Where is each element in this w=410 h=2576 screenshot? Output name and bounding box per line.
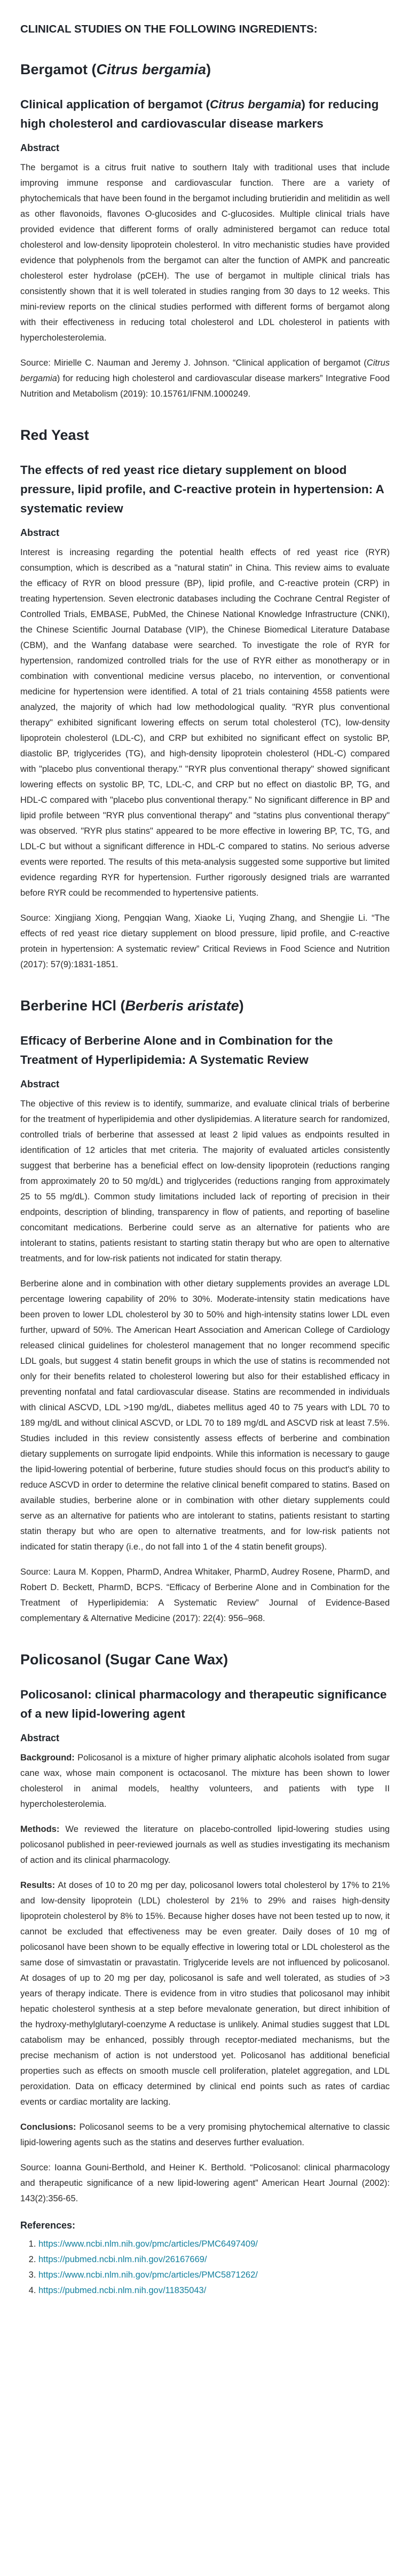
text-segment: Interest is increasing regarding the potential health effects of red yeast rice (RYR) consumption, which is described as a "natural statin" in China. This review aims to evaluate the efficacy of RYR on blood pressure (BP), lipid profile, and C-reactive protein (CRP) in treating hypertension. Seven electronic databases including the Cochrane Central Register of Controlled Trials, EMBASE, PubMed, the Chinese National Knowledge Infrastructure (CNKI), the Chinese Scientific Journal Database (VIP), the Chinese Biomedical Literature Database (CBM), and the Wanfang database were searched. To investigate the role of RYR for hypertension, randomized controlled trials for the use of RYR either as monotherapy or in combination with conventional medicine versus placebo, no intervention, or conventional medicine for hypertension were identified. A total of 21 trials containing 4558 patients were analyzed, the majority of which had low methodological quality. "RYR plus conventional therapy" exhibited significant lowering effects on serum total cholesterol (TC), low-density lipoprotein cholesterol (LDL-C), and CRP but exhibited no significant effect on systolic BP, diastolic BP, triglycerides (TG), and high-density lipoprotein cholesterol (HDL-C) compared with "placebo plus conventional therapy." "RYR plus conventional therapy" showed significant lowering effects on systolic BP, TC, LDL-C, and CRP but no effect on diastolic BP, TG, and HDL-C compared with "placebo plus conventional therapy." No significant difference in BP and lipid profile between "RYR plus conventional therapy" and "statins plus conventional therapy" was observed. "RYR plus statins" appeared to be more effective in lowering BP, TC, TG, and LDL-C but without a significant difference in HDL-C compared to statins. No serious adverse events were reported. The results of this meta-analysis suggested some supportive but limited evidence regarding RYR for hypertension. Further rigorously designed trials are warranted before RYR could be recommended to hypertensive patients. — [20, 548, 390, 898]
section-policosanol — [20, 1651, 390, 2207]
source-paragraph — [20, 911, 390, 973]
reference-link[interactable]: https://www.ncbi.nlm.nih.gov/pmc/articles/PMC6497409/ — [38, 2239, 258, 2249]
conclusions-paragraph — [20, 2120, 390, 2151]
abstract-paragraph — [20, 160, 390, 346]
text-segment: At doses of 10 to 20 mg per day, policosanol lowers total cholesterol by 17% to 21% and low-density lipoprotein (LDL) cholesterol by 21% to 29% and raises high-density lipoprotein cholesterol by 8% to 15%. Because higher doses have not been tested up to now, it cannot be excluded that effectiveness may be even greater. Daily doses of 10 mg of policosanol have been shown to be equally effective in lowering total or LDL cholesterol as the same dose of simvastatin or pravastatin. Triglyceride levels are not influenced by policosanol. At dosages of up to 20 mg per day, policosanol is safe and well tolerated, as studies of >3 years of therapy indicate. There is evidence from in vitro studies that policosanol may inhibit hepatic cholesterol synthesis at a step before mevalonate generation, but direct inhibition of the hydroxy-methylglutaryl-coenzyme A reductase is unlikely. Animal studies suggest that LDL catabolism may be enhanced, possibly through receptor-mediated mechanisms, but the precise mechanism of action is not understood yet. Policosanol has additional beneficial properties such as effects on smooth muscle cell proliferation, platelet aggregation, and LDL peroxidation. Data on efficacy determined by clinical end points such as rates of cardiac events or cardiac mortality are lacking. — [20, 1880, 390, 2107]
reference-item — [38, 2237, 390, 2252]
abstract-label: Abstract — [20, 1079, 60, 1089]
abstract-label: Abstract — [20, 1733, 60, 1743]
source-paragraph — [20, 2160, 390, 2207]
text-segment: We reviewed the literature on placebo-controlled lipid-lowering studies using policosanol published in peer-reviewed journals as well as studies investigating its mechanism of action and its clinical pharmacology. — [20, 1824, 390, 1865]
text-segment: Citrus bergamia — [20, 358, 390, 383]
source-paragraph — [20, 1564, 390, 1626]
text-segment: Berberine HCl ( — [20, 998, 125, 1014]
abstract-paragraph — [20, 545, 390, 901]
text-segment: Policosanol: clinical pharmacology and therapeutic significance of a new lipid-lowering agent — [20, 1688, 387, 1720]
sections-container — [20, 61, 390, 2207]
text-segment: The effects of red yeast rice dietary supplement on blood pressure, lipid profile, and C-reactive protein in hypertension: A systematic review — [20, 463, 384, 515]
source-paragraph — [20, 355, 390, 402]
document-title: CLINICAL STUDIES ON THE FOLLOWING INGREDIENTS: — [20, 23, 318, 35]
abstract-paragraph-2 — [20, 1276, 390, 1555]
references-heading: References: — [20, 2220, 76, 2231]
text-segment: Bergamot ( — [20, 61, 97, 77]
text-segment: Citrus bergamia — [96, 61, 207, 77]
text-segment: Policosanol (Sugar Cane Wax) — [20, 1652, 228, 1668]
text-segment: Source: Laura M. Koppen, PharmD, Andrea Whitaker, PharmD, Audrey Rosene, PharmD, and Robert D. Beckett, PharmD, BCPS. “Efficacy of Berberine Alone and in Combination for the Treatment of Hyperlipidemia: A Systematic Review” Journal of Evidence-Based complementary & Alternative Medicine (2017): 22(4): 956–968. — [20, 1567, 390, 1623]
text-segment: Berberis aristate — [125, 998, 239, 1014]
text-segment: The bergamot is a citrus fruit native to southern Italy with traditional uses that include improving immune response and cardiovascular function. There are a variety of phytochemicals that have been found in the bergamot including brutieridin and melitidin as well as other flavonoids, flavones O-glucosides and C-glucosides. Multiple clinical trials have provided evidence that different forms of orally administered bergamot can reduce total cholesterol and low-density lipoprotein cholesterol. In vitro mechanistic studies have provided evidence that polyphenols from the bergamot can alter the function of AMPK and pancreatic cholesterol ester hydrolase (pCEH). The use of bergamot in multiple clinical trials has consistently shown that it is well tolerated in studies ranging from 30 days to 12 weeks. This mini-review reports on the clinical studies performed with different forms of bergamot along with their effectiveness in reducing total cholesterol and LDL cholesterol in patients with hypercholesterolemia. — [20, 163, 390, 343]
text-segment: ) for reducing high cholesterol and cardiovascular disease markers” Integrative Food Nutrition and Metabolism (2019): 10.15761/IFNM.1000249. — [20, 374, 390, 399]
text-segment: Results: — [20, 1880, 58, 1890]
text-segment: Source: Xingjiang Xiong, Pengqian Wang, Xiaoke Li, Yuqing Zhang, and Shengjie Li. “The effects of red yeast rice dietary supplement on blood pressure, lipid profile, and C-reactive protein in hypertension: A systematic review” Critical Reviews in Food Science and Nutrition (2017): 57(9):1831-1851. — [20, 913, 390, 969]
reference-item — [38, 2252, 390, 2267]
section-berberine — [20, 997, 390, 1626]
reference-link[interactable]: https://pubmed.ncbi.nlm.nih.gov/26167669/ — [38, 2255, 207, 2264]
text-segment: Berberine alone and in combination with other dietary supplements provides an average LDL percentage lowering capability of 20% to 30%. Moderate-intensity statin medications have been proven to lower LDL cholesterol by 30 to 50% and high-intensity statins lower LDL even further, upward of 50%. The American Heart Association and American College of Cardiology released clinical guidelines for cholesterol management that no longer recommend specific LDL goals, but suggest 4 statin benefit groups in which the use of statins is recommended not only for their benefits related to cholesterol lowering but also for their established efficacy in preventing nonfatal and fatal cardiovascular disease. Statins are recommended in individuals with clinical ASCVD, LDL >190 mg/dL, diabetes mellitus aged 40 to 75 years with LDL 70 to 189 mg/dL and without clinical ASCVD, or LDL 70 to 189 mg/dL and ASCVD risk at least 7.5%. Studies included in this review consistently assess effects of berberine and combination dietary supplements on surrogate lipid endpoints. While this information is necessary to gauge the lipid-lowering potential of berberine, future studies should focus on this product's ability to reduce ASCVD in order to determine the relative clinical benefit compared to statins. Based on available studies, berberine alone or in combination with other dietary supplements could serve as an alternative for patients who are intolerant to statins, patients resistant to starting statin therapy but who are open to alternative treatments, and for low-risk patients not indicated for statin therapy (i.e., do not fall into 1 of the 4 statin benefit groups). — [20, 1279, 390, 1552]
background-paragraph — [20, 1750, 390, 1812]
text-segment: Red Yeast — [20, 427, 89, 443]
results-paragraph — [20, 1878, 390, 2110]
text-segment: Background: — [20, 1753, 78, 1763]
section-heading — [20, 426, 390, 444]
section-red-yeast — [20, 426, 390, 973]
text-segment: ) — [206, 61, 211, 77]
text-segment: Source: Mirielle C. Nauman and Jeremy J. Johnson. “Clinical application of bergamot ( — [20, 358, 367, 368]
text-segment: Policosanol seems to be a very promising phytochemical alternative to classic lipid-lowering agents such as the statins and deserves further evaluation. — [20, 2122, 390, 2147]
study-title — [20, 1031, 390, 1070]
text-segment: Methods: — [20, 1824, 66, 1834]
text-segment: The objective of this review is to identify, summarize, and evaluate clinical trials of berberine for the treatment of hyperlipidemia and other dyslipidemias. A literature search for randomized, controlled trials of berberine that assessed at least 2 lipid values as endpoints resulted in identification of 12 articles that met criteria. The majority of evaluated articles consistently suggest that berberine has a beneficial effect on low-density lipoprotein (reductions ranging from approximately 20 to 50 mg/dL) and triglycerides (reductions ranging from approximately 25 to 55 mg/dL). Common study limitations included lack of reporting of precision in their endpoints, description of blinding, transparency in flow of patients, and reporting of baseline concomitant medications. Berberine could serve as an alternative for patients who are intolerant to statins, patients resistant to starting statin therapy but who are open to alternative treatments, and for low-risk patients not indicated for statin therapy. — [20, 1099, 390, 1263]
abstract-paragraph — [20, 1096, 390, 1267]
reference-item — [38, 2283, 390, 2298]
section-bergamot — [20, 61, 390, 402]
text-segment: Conclusions: — [20, 2122, 80, 2132]
study-title — [20, 1685, 390, 1724]
study-title — [20, 461, 390, 518]
references-section — [20, 2219, 390, 2298]
text-segment: ) — [239, 998, 244, 1014]
reference-link[interactable]: https://www.ncbi.nlm.nih.gov/pmc/articles/PMC5871262/ — [38, 2270, 258, 2280]
section-heading — [20, 1651, 390, 1668]
study-title — [20, 95, 390, 133]
section-heading — [20, 61, 390, 78]
reference-item — [38, 2267, 390, 2283]
abstract-label: Abstract — [20, 527, 60, 538]
abstract-label: Abstract — [20, 143, 60, 153]
text-segment: Efficacy of Berberine Alone and in Combination for the Treatment of Hyperlipidemia: A Systematic Review — [20, 1034, 333, 1066]
text-segment: Citrus bergamia — [210, 98, 302, 111]
references-list — [20, 2237, 390, 2298]
methods-paragraph — [20, 1822, 390, 1868]
reference-link[interactable]: https://pubmed.ncbi.nlm.nih.gov/11835043/ — [38, 2286, 207, 2295]
text-segment: Policosanol is a mixture of higher primary aliphatic alcohols isolated from sugar cane wax, whose main component is octacosanol. The mixture has been shown to lower cholesterol in animal models, healthy volunteers, and patients with type II hypercholesterolemia. — [20, 1753, 390, 1809]
text-segment: Source: Ioanna Gouni-Berthold, and Heiner K. Berthold. “Policosanol: clinical pharmacology and therapeutic significance of a new lipid-lowering agent” American Heart Journal (2002): 143(2):356-65. — [20, 2163, 390, 2203]
section-heading — [20, 997, 390, 1014]
text-segment: Clinical application of bergamot ( — [20, 98, 210, 111]
text-segment: ) for reducing high cholesterol and cardiovascular disease markers — [20, 98, 379, 130]
